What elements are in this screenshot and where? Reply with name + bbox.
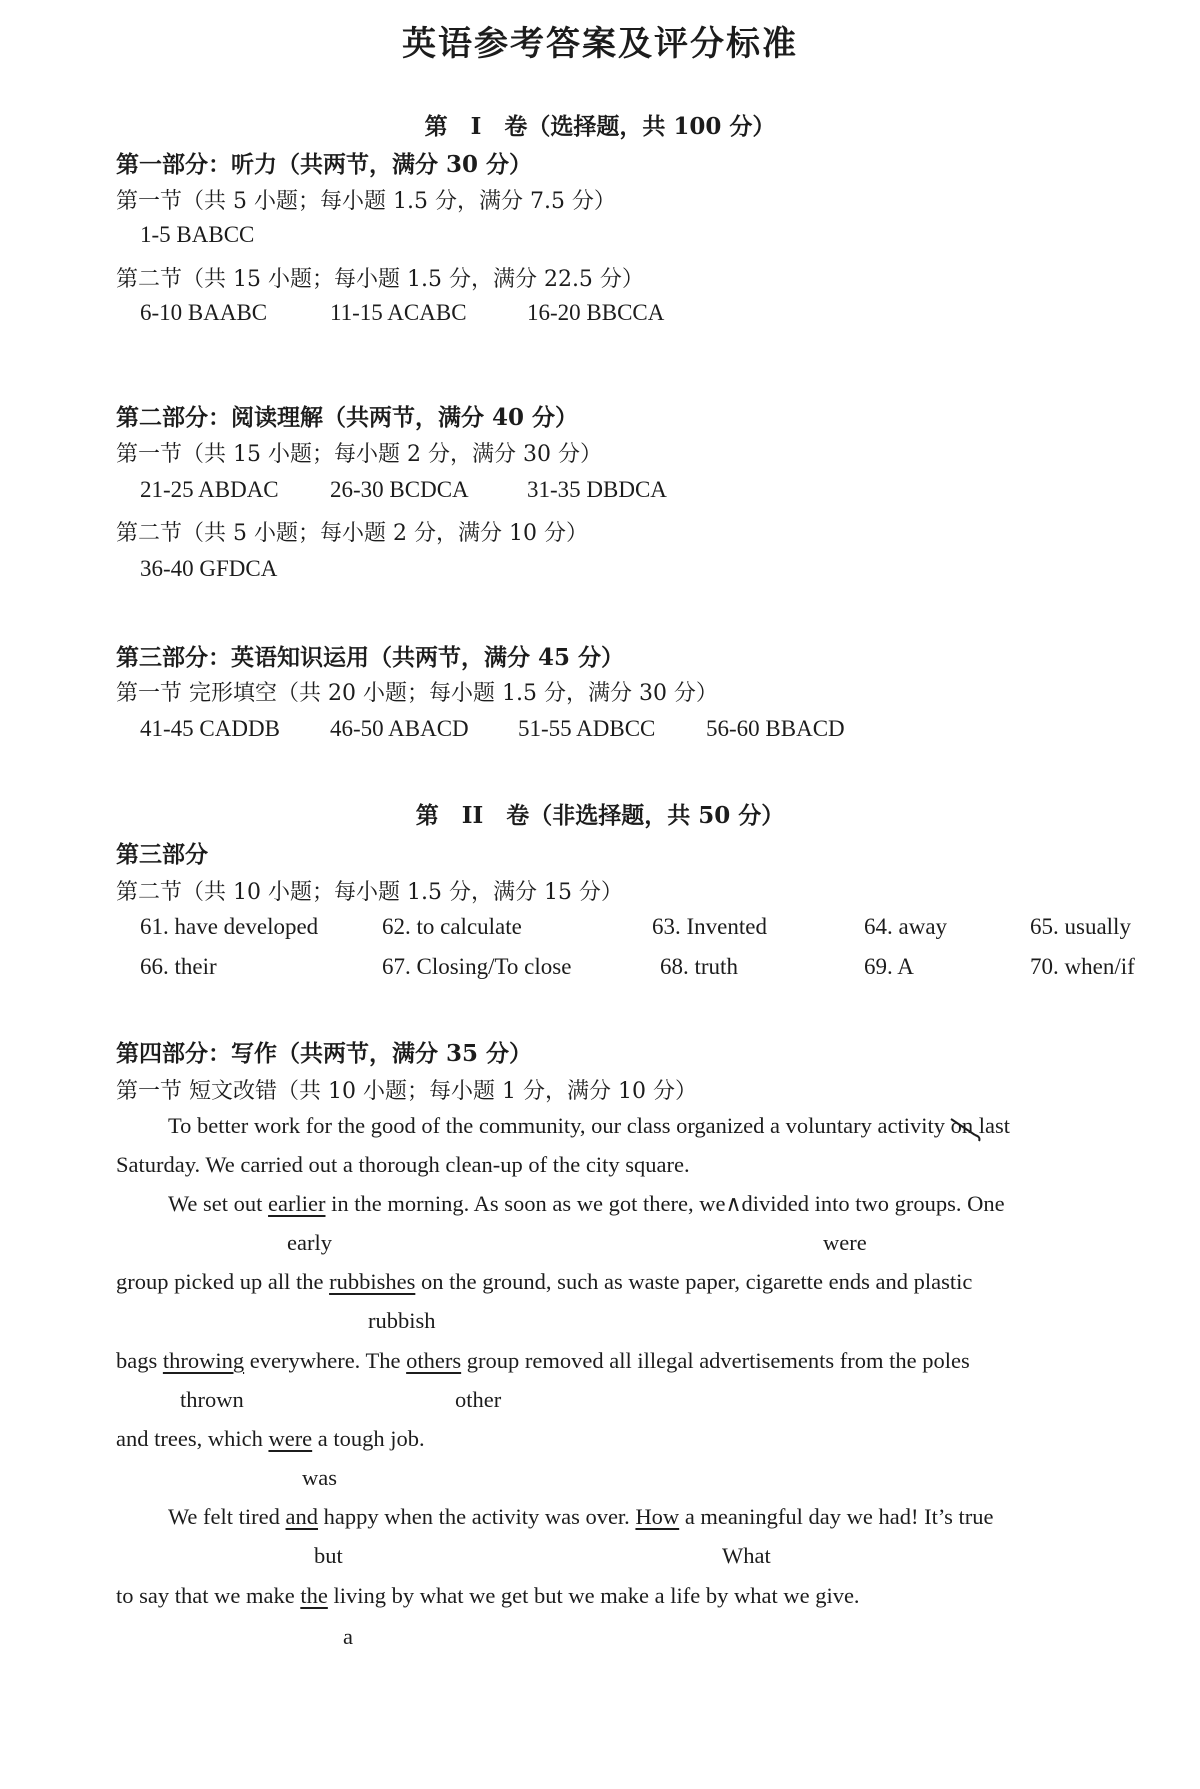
volume-1-heading: 第 I 卷（选择题，共 100 分） <box>424 113 776 140</box>
deleted-word <box>951 1113 974 1139</box>
correction-word: was <box>302 1465 337 1490</box>
answer-group: 36-40 GFDCA <box>140 556 278 581</box>
part2-sec2-label: 第二节（共 5 小题；每小题 2 分，满分 10 分） <box>116 521 588 546</box>
essay-text: to say that we make <box>116 1583 295 1608</box>
correction-word: were <box>823 1230 867 1255</box>
volume-2-heading: 第 II 卷（非选择题，共 50 分） <box>415 802 785 829</box>
part4-heading: 第四部分：写作（共两节，满分 35 分） <box>116 1040 533 1067</box>
part1-sec1-label: 第一节（共 5 小题；每小题 1.5 分，满分 7.5 分） <box>116 189 616 214</box>
essay-text: on the ground, such as waste paper, cigarette ends and plastic <box>420 1269 973 1294</box>
essay-line-4 <box>116 1269 972 1295</box>
essay-text: everywhere. The <box>249 1348 401 1373</box>
error-word: rubbishes <box>329 1269 416 1294</box>
part3b-sec2-label: 第二节（共 10 小题；每小题 1.5 分，满分 15 分） <box>116 880 623 905</box>
error-word: How <box>635 1504 680 1529</box>
insert-caret-icon: ∧ <box>725 1191 742 1216</box>
essay-text: group removed all illegal advertisements from the poles <box>466 1348 970 1373</box>
answer-group: 51-55 ADBCC <box>518 716 656 741</box>
correction-word: thrown <box>180 1387 244 1412</box>
part4-sec1-label: 第一节 短文改错（共 10 小题；每小题 1 分，满分 10 分） <box>116 1079 697 1104</box>
part3b-heading: 第三部分 <box>116 841 208 868</box>
answer-group: 6-10 BAABC <box>140 300 268 325</box>
grammar-answer: 65. usually <box>1030 914 1131 939</box>
essay-text: happy when the activity was over. <box>323 1504 630 1529</box>
essay-line-1 <box>168 1113 1010 1139</box>
correction-word: other <box>455 1387 502 1412</box>
essay-text: last <box>978 1113 1010 1138</box>
essay-line-5 <box>116 1348 970 1374</box>
deleted-word-text: on <box>950 1113 974 1138</box>
grammar-answer: 70. when/if <box>1030 954 1135 979</box>
grammar-answer: 62. to calculate <box>382 914 522 939</box>
essay-text: a tough job. <box>317 1426 425 1451</box>
essay-text: in the morning. As soon as we got there, we <box>331 1191 726 1216</box>
answer-group: 41-45 CADDB <box>140 716 280 741</box>
error-word: others <box>406 1348 462 1373</box>
essay-text: bags <box>116 1348 158 1373</box>
part3-sec1-label: 第一节 完形填空（共 20 小题；每小题 1.5 分，满分 30 分） <box>116 681 718 706</box>
answer-group: 46-50 ABACD <box>330 716 469 741</box>
correction-word: What <box>722 1543 771 1568</box>
essay-line-2: Saturday. We carried out a thorough clean-up of the city square. <box>116 1152 690 1177</box>
essay-text: a meaningful day we had! It’s true <box>684 1504 994 1529</box>
essay-text: group picked up all the <box>116 1269 324 1294</box>
grammar-answer: 69. A <box>864 954 914 979</box>
correction-word: early <box>287 1230 332 1255</box>
grammar-answer: 67. Closing/To close <box>382 954 572 979</box>
essay-text: To better work for the good of the community, our class organized a voluntary activity <box>168 1113 945 1138</box>
error-word: were <box>268 1426 313 1451</box>
correction-word: rubbish <box>368 1308 436 1333</box>
grammar-answer: 68. truth <box>660 954 738 979</box>
essay-text: and trees, which <box>116 1426 263 1451</box>
grammar-answer: 64. away <box>864 914 948 939</box>
part1-sec2-label: 第二节（共 15 小题；每小题 1.5 分，满分 22.5 分） <box>116 267 644 292</box>
correction-word: but <box>314 1543 343 1568</box>
answer-group: 21-25 ABDAC <box>140 477 279 502</box>
answer-group: 56-60 BBACD <box>706 716 845 741</box>
answer-group: 31-35 DBDCA <box>527 477 667 502</box>
answer-group: 11-15 ACABC <box>330 300 467 325</box>
essay-text: living by what we get but we make a life by what we give. <box>333 1583 860 1608</box>
essay-text: We felt tired <box>168 1504 280 1529</box>
page-title: 英语参考答案及评分标准 <box>402 24 798 64</box>
grammar-answer: 61. have developed <box>140 914 319 939</box>
essay-text: divided into two groups. One <box>741 1191 1005 1216</box>
part1-heading: 第一部分：听力（共两节，满分 30 分） <box>116 151 533 178</box>
grammar-answer: 63. Invented <box>652 914 767 939</box>
essay-line-8 <box>116 1583 860 1609</box>
part2-heading: 第二部分：阅读理解（共两节，满分 40 分） <box>116 404 579 431</box>
essay-line-6 <box>116 1426 425 1452</box>
error-word: and <box>285 1504 319 1529</box>
error-word: the <box>300 1583 328 1608</box>
answer-group: 26-30 BCDCA <box>330 477 469 502</box>
answer-group: 1-5 BABCC <box>140 222 255 247</box>
essay-line-7 <box>168 1504 993 1530</box>
error-word: earlier <box>268 1191 326 1216</box>
grammar-answer: 66. their <box>140 954 217 979</box>
essay-line-3 <box>168 1191 1005 1217</box>
error-word: throwing <box>162 1348 245 1373</box>
correction-word: a <box>343 1624 353 1649</box>
answer-group: 16-20 BBCCA <box>527 300 665 325</box>
part2-sec1-label: 第一节（共 15 小题；每小题 2 分，满分 30 分） <box>116 442 602 467</box>
part3-heading: 第三部分：英语知识运用（共两节，满分 45 分） <box>116 644 625 671</box>
essay-text: We set out <box>168 1191 263 1216</box>
